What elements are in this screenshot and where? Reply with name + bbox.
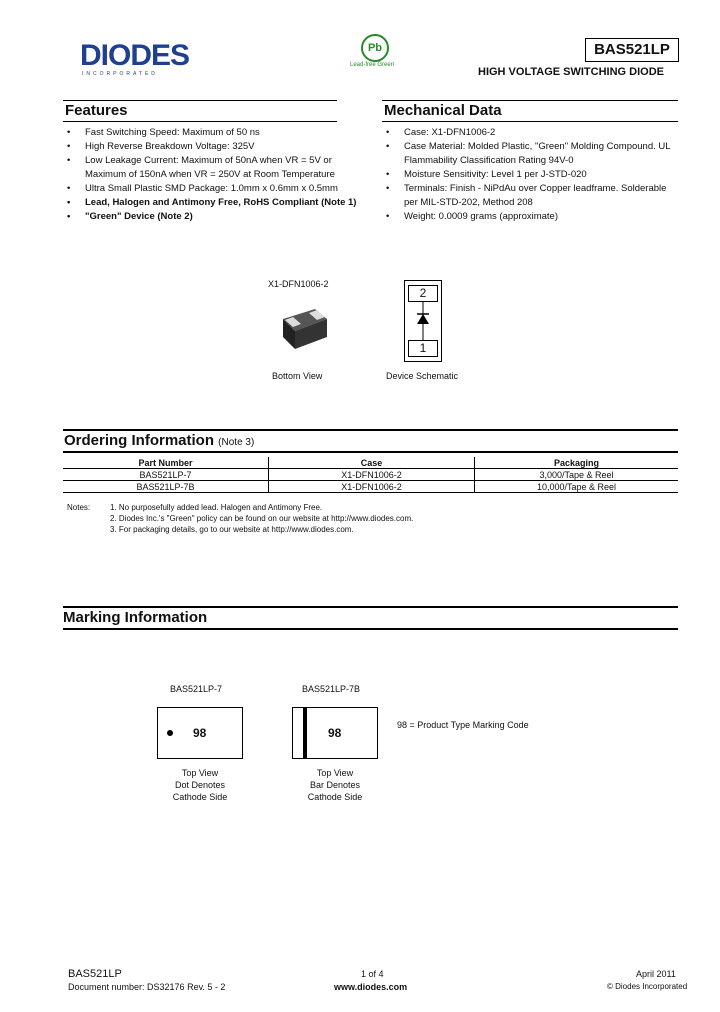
footer-document-number: Document number: DS32176 Rev. 5 - 2 [68,982,226,992]
header-part-number: Part Number [63,457,269,469]
marking-box-bar [292,707,378,759]
caption-line: Cathode Side [307,792,363,802]
footer-date: April 2011 [636,969,676,979]
feature-item: • Lead, Halogen and Antimony Free, RoHS Compliant (Note 1) [63,196,363,210]
ordering-note-ref: (Note 3) [218,437,255,448]
mechanical-top-rule [382,100,678,101]
notes-label: Notes: [67,503,91,512]
footer-part-number: BAS521LP [68,968,122,980]
ordering-title [64,432,254,449]
part-number-box: BAS521LP [585,38,679,62]
ordering-top-rule [63,429,678,431]
marking-box-dot [157,707,243,759]
feature-item: • Ultra Small Plastic SMD Package: 1.0mm x 0.6mm x 0.5mm [63,182,363,196]
marking-bottom-rule [63,628,678,630]
diodes-logo: DIODES [80,39,190,72]
note-item: 1. No purposefully added lead. Halogen and Antimony Free. [110,503,323,512]
note-item: 3. For packaging details, go to our website at http://www.diodes.com. [110,525,354,534]
mechanical-title: Mechanical Data [384,102,502,119]
header-case: Case [269,457,475,469]
marking-title: Marking Information [63,609,208,626]
feature-item: • Fast Switching Speed: Maximum of 50 ns [63,126,363,140]
marking-legend: 98 = Product Type Marking Code [397,720,529,730]
ordering-bottom-rule [63,451,678,453]
footer-copyright: © Diodes Incorporated [607,982,688,991]
cathode-dot-icon [167,730,173,736]
table-cell: 10,000/Tape & Reel [475,481,679,493]
notes-list [110,502,670,535]
header-packaging: Packaging [475,457,679,469]
mechanical-item: • Case: X1-DFN1006-2 [382,126,678,140]
schematic-caption: Device Schematic [386,371,459,381]
cathode-bar-icon [303,708,307,758]
feature-item: • High Reverse Breakdown Voltage: 325V [63,140,363,154]
marking-right-caption [285,767,385,803]
mechanical-item: • Case Material: Molded Plastic, "Green" Molding Compound. UL Flammability Classification Rating 94V-0 [382,140,678,168]
mechanical-item: • Weight: 0.0009 grams (approximate) [382,210,678,224]
marking-top-rule [63,606,678,608]
footer-website-link[interactable]: www.diodes.com [334,982,408,992]
caption-line: Bar Denotes [309,780,361,790]
table-cell: BAS521LP-7B [63,481,269,493]
table-header-row [63,457,678,469]
features-title: Features [65,102,128,119]
logo-subtitle: INCORPORATED [82,71,158,77]
schematic-pin-1: 1 [408,340,438,357]
lead-free-label: Lead-free Green [350,62,395,68]
table-cell: BAS521LP-7 [63,469,269,481]
footer-page-number: 1 of 4 [361,969,384,979]
document-subtitle: HIGH VOLTAGE SWITCHING DIODE [478,66,664,78]
feature-item: • "Green" Device (Note 2) [63,210,363,224]
diode-symbol-icon [408,302,438,340]
table-cell: 3,000/Tape & Reel [475,469,679,481]
schematic-pin-2: 2 [408,285,438,302]
caption-line: Cathode Side [172,792,228,802]
mechanical-list [382,126,678,224]
ordering-table [63,457,678,493]
table-cell: X1-DFN1006-2 [269,481,475,493]
marking-left-label: BAS521LP-7 [170,684,223,694]
note-item: 2. Diodes Inc.'s "Green" policy can be found on our website at http://www.diodes.com. [110,514,414,523]
caption-line: Top View [181,768,219,778]
features-list [63,126,363,224]
features-top-rule [63,100,337,101]
marking-right-label: BAS521LP-7B [302,684,361,694]
table-cell: X1-DFN1006-2 [269,469,475,481]
mechanical-item: • Terminals: Finish - NiPdAu over Copper leadframe. Solderable per MIL-STD-202, Method 208 [382,182,678,210]
package-bottom-view-image [275,305,335,355]
features-bottom-rule [63,121,337,122]
package-label: X1-DFN1006-2 [268,279,329,289]
table-row [63,469,678,481]
mechanical-item: • Moisture Sensitivity: Level 1 per J-STD-020 [382,168,678,182]
marking-left-caption [150,767,250,803]
marking-code: 98 [193,726,207,740]
table-row [63,481,678,493]
mechanical-bottom-rule [382,121,678,122]
feature-item: • Low Leakage Current: Maximum of 50nA when VR = 5V or Maximum of 150nA when VR = 250V at Room Temperature [63,154,363,182]
bottom-view-caption: Bottom View [272,371,323,381]
caption-line: Top View [316,768,354,778]
ordering-title-text: Ordering Information [64,432,214,449]
caption-line: Dot Denotes [174,780,226,790]
marking-code: 98 [328,726,342,740]
lead-free-icon: Pb [361,34,389,62]
